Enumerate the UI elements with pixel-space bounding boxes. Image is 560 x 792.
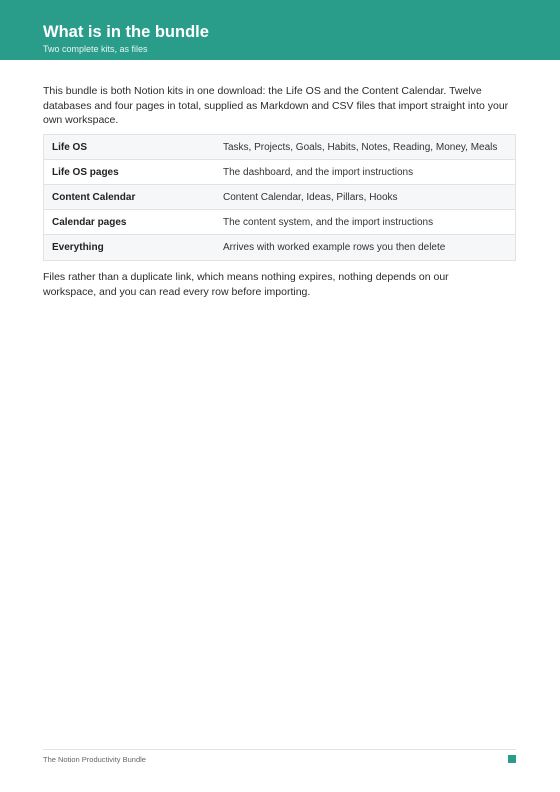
page-title: What is in the bundle	[43, 23, 209, 41]
contents-table	[43, 134, 516, 261]
page-header	[0, 0, 560, 60]
outro-paragraph: Files rather than a duplicate link, which means nothing expires, nothing depends on our workspace, and you can read every row before importing.	[43, 271, 449, 298]
table-row	[44, 235, 515, 260]
row-value: Arrives with worked example rows you then delete	[223, 242, 446, 253]
table-row	[44, 135, 515, 160]
row-value: The content system, and the import instructions	[223, 216, 434, 228]
table-row	[44, 160, 515, 185]
table-row	[44, 185, 515, 210]
row-value: The dashboard, and the import instructions	[223, 166, 414, 178]
row-label: Content Calendar	[52, 191, 136, 203]
row-label: Everything	[52, 242, 104, 253]
table-row	[44, 210, 515, 235]
row-value: Tasks, Projects, Goals, Habits, Notes, Reading, Money, Meals	[223, 141, 498, 153]
footer-square-icon	[508, 755, 516, 763]
footer-divider	[43, 749, 516, 750]
row-label: Life OS pages	[52, 166, 119, 178]
footer-text: The Notion Productivity Bundle	[43, 755, 146, 764]
row-value: Content Calendar, Ideas, Pillars, Hooks	[223, 191, 398, 203]
intro-paragraph: This bundle is both Notion kits in one download: the Life OS and the Content Calendar. Twelve databases and four pages in total, supplied as Markdown and CSV files that import straight into your own workspace.	[43, 85, 509, 126]
page-subtitle: Two complete kits, as files	[43, 44, 148, 54]
row-label: Calendar pages	[52, 216, 127, 228]
row-label: Life OS	[52, 141, 88, 153]
